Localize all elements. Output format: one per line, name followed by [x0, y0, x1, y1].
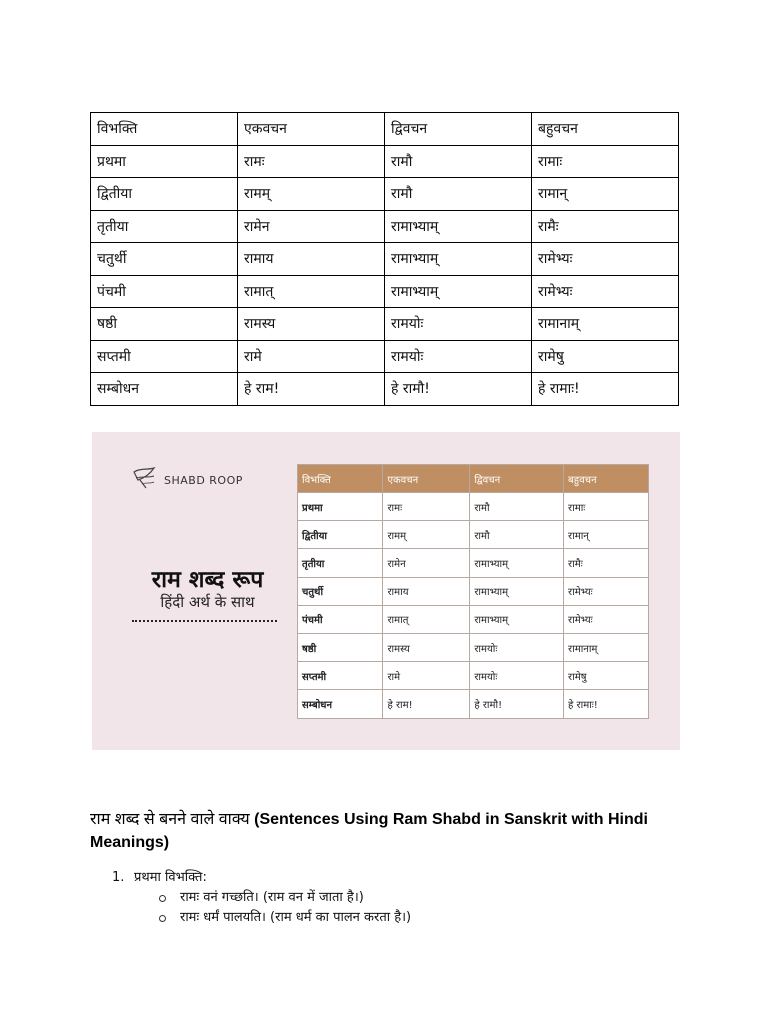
table-cell: रामेषु: [532, 340, 679, 373]
banner-table-cell: रामाः: [564, 493, 649, 521]
banner-table-cell: चतुर्थी: [298, 577, 383, 605]
table-cell: रामाः: [532, 145, 679, 178]
banner-table-cell: रामाभ्याम्: [470, 605, 564, 633]
banner-table-cell: द्वितीया: [298, 521, 383, 549]
banner-table-cell: प्रथमा: [298, 493, 383, 521]
section-heading: [90, 808, 690, 854]
section-heading-english: (Sentences Using Ram Shabd in Sanskrit with Hindi Meanings): [90, 811, 648, 851]
banner-table-cell: रामः: [383, 493, 470, 521]
table-cell: हे रामाः!: [532, 373, 679, 406]
banner-table-row: [298, 690, 649, 718]
banner-table-cell: हे रामाः!: [564, 690, 649, 718]
banner-table-cell: रामयोः: [470, 662, 564, 690]
banner-table-cell: हे राम!: [383, 690, 470, 718]
banner-table-cell: रामौ: [470, 521, 564, 549]
table-cell: रामस्य: [238, 308, 385, 341]
table-header-cell: द्विवचन: [385, 113, 532, 146]
banner-table-header-cell: विभक्ति: [298, 465, 383, 493]
banner-table-header-cell: बहुवचन: [564, 465, 649, 493]
table-cell: तृतीया: [91, 210, 238, 243]
table-cell: सम्बोधन: [91, 373, 238, 406]
banner-table-row: [298, 633, 649, 661]
banner-table-cell: रामस्य: [383, 633, 470, 661]
table-header-cell: एकवचन: [238, 113, 385, 146]
table-header-cell: विभक्ति: [91, 113, 238, 146]
table-cell: रामः: [238, 145, 385, 178]
banner-table-cell: रामौ: [470, 493, 564, 521]
table-row: [91, 308, 679, 341]
table-row: [91, 340, 679, 373]
table-cell: रामाभ्याम्: [385, 275, 532, 308]
table-cell: रामौ: [385, 145, 532, 178]
hollow-bullet-icon: [159, 895, 166, 902]
banner-table-row: [298, 521, 649, 549]
sub-list-item: [112, 888, 672, 908]
banner-table-cell: रामेभ्यः: [564, 605, 649, 633]
banner-table-cell: रामानाम्: [564, 633, 649, 661]
table-cell: द्वितीया: [91, 178, 238, 211]
table-cell: रामम्: [238, 178, 385, 211]
table-row: [91, 145, 679, 178]
table-cell: रामान्: [532, 178, 679, 211]
banner-table-header-cell: द्विवचन: [470, 465, 564, 493]
banner-table-header-row: [298, 465, 649, 493]
table-row: [91, 178, 679, 211]
table-header-cell: बहुवचन: [532, 113, 679, 146]
table-cell: रामैः: [532, 210, 679, 243]
banner-table-cell: पंचमी: [298, 605, 383, 633]
banner-table-cell: रामेषु: [564, 662, 649, 690]
banner-table-row: [298, 662, 649, 690]
example-list: [112, 868, 672, 928]
banner-table-row: [298, 605, 649, 633]
list-item-label: प्रथमा विभक्ति:: [134, 870, 207, 885]
declension-table: [90, 112, 679, 406]
banner-table-row: [298, 493, 649, 521]
logo-text: SHABD ROOP: [164, 473, 243, 487]
dotted-divider: [132, 620, 277, 622]
banner-table-cell: रामान्: [564, 521, 649, 549]
banner-table-cell: रामात्: [383, 605, 470, 633]
table-cell: प्रथमा: [91, 145, 238, 178]
banner-table-cell: रामाभ्याम्: [470, 577, 564, 605]
table-cell: रामाय: [238, 243, 385, 276]
banner-table-cell: रामैः: [564, 549, 649, 577]
table-cell: सप्तमी: [91, 340, 238, 373]
banner-table-cell: रामयोः: [470, 633, 564, 661]
banner-table-cell: रामाभ्याम्: [470, 549, 564, 577]
banner-table-cell: रामेभ्यः: [564, 577, 649, 605]
table-cell: रामाभ्याम्: [385, 210, 532, 243]
table-cell: चतुर्थी: [91, 243, 238, 276]
shabd-roop-banner: [92, 432, 680, 750]
banner-table-cell: रामे: [383, 662, 470, 690]
table-cell: हे रामौ!: [385, 373, 532, 406]
table-cell: रामौ: [385, 178, 532, 211]
table-cell: रामेन: [238, 210, 385, 243]
banner-table-cell: षष्ठी: [298, 633, 383, 661]
banner-table-header-cell: एकवचन: [383, 465, 470, 493]
banner-title: राम शब्द रूप: [151, 567, 264, 593]
table-row: [91, 243, 679, 276]
table-cell: हे राम!: [238, 373, 385, 406]
table-cell: पंचमी: [91, 275, 238, 308]
banner-subtitle: हिंदी अर्थ के साथ: [160, 593, 255, 611]
banner-declension-table: [297, 464, 649, 719]
table-cell: षष्ठी: [91, 308, 238, 341]
sub-list-item: [112, 908, 672, 928]
hollow-bullet-icon: [159, 915, 166, 922]
banner-table-cell: तृतीया: [298, 549, 383, 577]
table-header-row: [91, 113, 679, 146]
table-row: [91, 210, 679, 243]
table-cell: रामयोः: [385, 308, 532, 341]
banner-table-row: [298, 577, 649, 605]
section-heading-hindi: राम शब्द से बनने वाले वाक्य: [90, 811, 255, 828]
sentence-text: रामः वनं गच्छति। (राम वन में जाता है।): [180, 890, 364, 905]
banner-table-row: [298, 549, 649, 577]
logo: [132, 466, 243, 494]
quill-icon: [132, 466, 160, 494]
list-item: [112, 868, 672, 888]
banner-table-cell: रामम्: [383, 521, 470, 549]
banner-table-cell: रामेन: [383, 549, 470, 577]
table-cell: रामात्: [238, 275, 385, 308]
sentence-text: रामः धर्मं पालयति। (राम धर्म का पालन करता है।): [180, 910, 412, 925]
table-cell: रामाभ्याम्: [385, 243, 532, 276]
table-row: [91, 275, 679, 308]
list-number: 1.: [112, 870, 125, 885]
table-cell: रामे: [238, 340, 385, 373]
banner-table-cell: सप्तमी: [298, 662, 383, 690]
banner-table-cell: हे रामौ!: [470, 690, 564, 718]
table-cell: रामेभ्यः: [532, 243, 679, 276]
table-cell: रामेभ्यः: [532, 275, 679, 308]
table-row: [91, 373, 679, 406]
banner-table-cell: रामाय: [383, 577, 470, 605]
table-cell: रामानाम्: [532, 308, 679, 341]
banner-table-cell: सम्बोधन: [298, 690, 383, 718]
table-cell: रामयोः: [385, 340, 532, 373]
